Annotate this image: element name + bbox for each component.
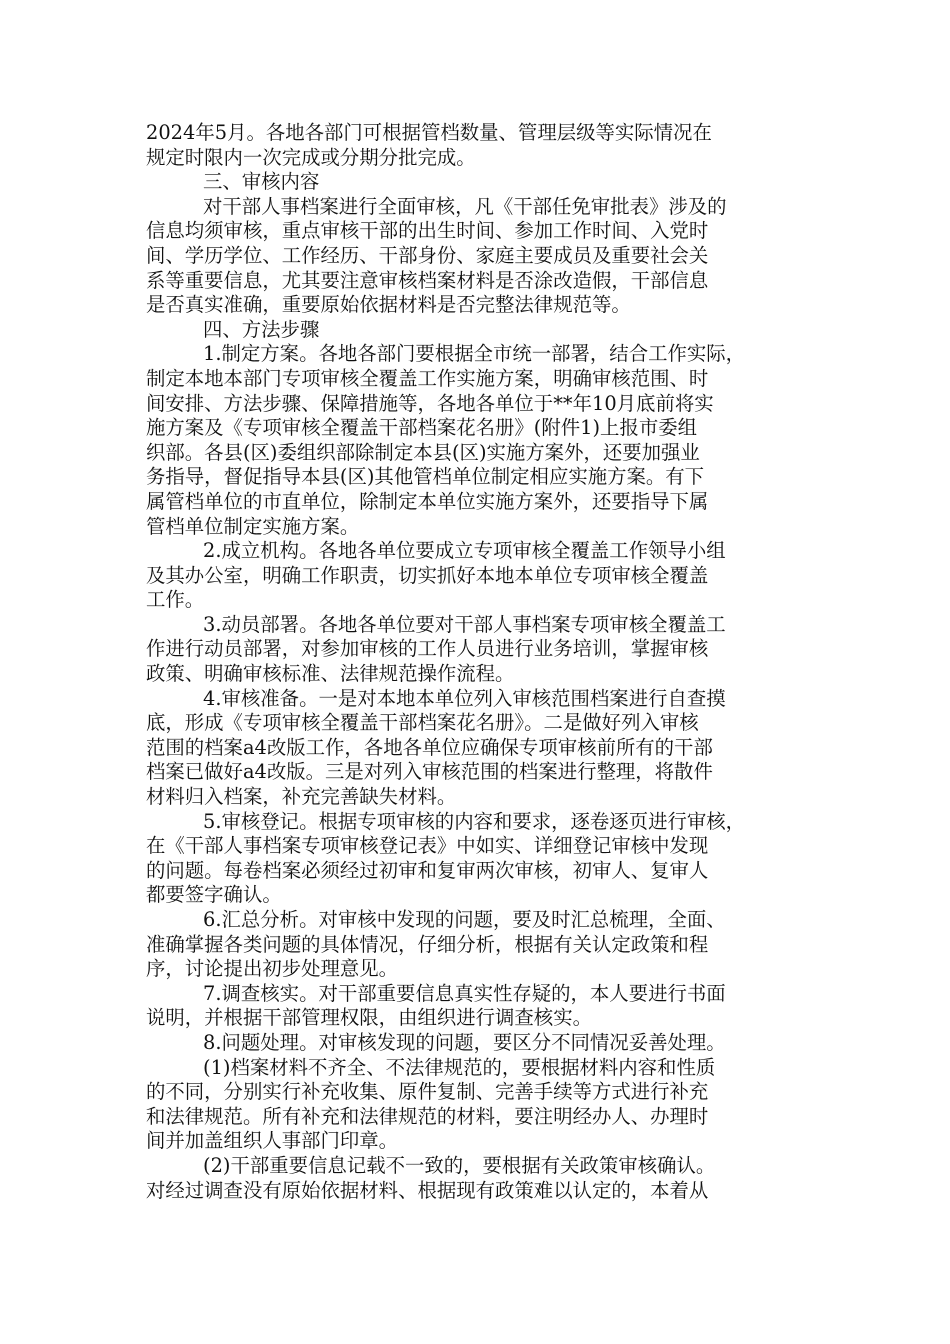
text-line: 施方案及《专项审核全覆盖干部档案花名册》(附件1)上报市委组 xyxy=(146,416,698,440)
text-line: (2)干部重要信息记载不一致的，要根据有关政策审核确认。 xyxy=(203,1153,716,1177)
text-line: 4.审核准备。一是对本地本单位列入审核范围档案进行自查摸 xyxy=(203,686,726,710)
text-line: 属管档单位的市直单位，除制定本单位实施方案外，还要指导下属 xyxy=(146,489,709,513)
text-line: 范围的档案a4改版工作，各地各单位应确保专项审核前所有的干部 xyxy=(146,735,713,759)
text-line: 间并加盖组织人事部门印章。 xyxy=(146,1129,399,1153)
text-line: 系等重要信息，尤其要注意审核档案材料是否涂改造假，干部信息 xyxy=(146,268,709,292)
text-line: 7.调查核实。对干部重要信息真实性存疑的，本人要进行书面 xyxy=(203,981,726,1005)
document-body xyxy=(146,121,816,1203)
text-line: 制定本地本部门专项审核全覆盖工作实施方案，明确审核范围、时 xyxy=(146,366,709,390)
text-line: 及其办公室，明确工作职责，切实抓好本地本单位专项审核全覆盖 xyxy=(146,563,709,587)
text-line: 底，形成《专项审核全覆盖干部档案花名册》。二是做好列入审核 xyxy=(146,711,699,735)
text-line: 档案已做好a4改版。三是对列入审核范围的档案进行整理，将散件 xyxy=(146,760,713,784)
text-line: 序，讨论提出初步处理意见。 xyxy=(146,957,399,981)
text-line: 和法律规范。所有补充和法律规范的材料，要注明经办人、办理时 xyxy=(146,1104,709,1128)
text-line: 规定时限内一次完成或分期分批完成。 xyxy=(146,145,476,169)
text-line: 5.审核登记。根据专项审核的内容和要求，逐卷逐页进行审核， xyxy=(203,809,746,833)
text-line: 对干部人事档案进行全面审核，凡《干部任免审批表》涉及的 xyxy=(203,194,727,218)
text-line: 材料归入档案，补充完善缺失材料。 xyxy=(146,785,457,809)
text-line: 工作。 xyxy=(146,588,205,612)
text-line: 管档单位制定实施方案。 xyxy=(146,514,360,538)
text-line: 间安排、方法步骤、保障措施等，各地各单位于**年10月底前将实 xyxy=(146,391,714,415)
text-line: 务指导，督促指导本县(区)其他管档单位制定相应实施方案。有下 xyxy=(146,465,705,489)
text-line: 都要签字确认。 xyxy=(146,883,282,907)
text-line: 是否真实准确，重要原始依据材料是否完整法律规范等。 xyxy=(146,293,631,317)
text-line: 政策、明确审核标准、法律规范操作流程。 xyxy=(146,662,515,686)
text-line: 对经过调查没有原始依据材料、根据现有政策难以认定的，本着从 xyxy=(146,1178,709,1202)
text-line: 间、学历学位、工作经历、干部身份、家庭主要成员及重要社会关 xyxy=(146,243,709,267)
text-line: (1)档案材料不齐全、不法律规范的，要根据材料内容和性质 xyxy=(203,1055,716,1079)
text-line: 信息均须审核，重点审核干部的出生时间、参加工作时间、入党时 xyxy=(146,219,709,243)
text-line: 6.汇总分析。对审核中发现的问题，要及时汇总梳理，全面、 xyxy=(203,908,726,931)
text-line: 四、方法步骤 xyxy=(203,317,320,341)
text-line: 2024年5月。各地各部门可根据管档数量、管理层级等实际情况在 xyxy=(146,121,712,144)
text-line: 的不同，分别实行补充收集、原件复制、完善手续等方式进行补充 xyxy=(146,1080,709,1104)
text-line: 8.问题处理。对审核发现的问题，要区分不同情况妥善处理。 xyxy=(203,1030,726,1054)
text-line: 三、审核内容 xyxy=(203,170,320,194)
text-line: 在《干部人事档案专项审核登记表》中如实、详细登记审核中发现 xyxy=(146,834,709,858)
text-line: 3.动员部署。各地各单位要对干部人事档案专项审核全覆盖工 xyxy=(203,612,726,636)
text-line: 的问题。每卷档案必须经过初审和复审两次审核，初审人、复审人 xyxy=(146,858,709,882)
text-line: 作进行动员部署，对参加审核的工作人员进行业务培训，掌握审核 xyxy=(146,637,709,661)
text-line: 1.制定方案。各地各部门要根据全市统一部署，结合工作实际， xyxy=(203,342,746,366)
text-line: 准确掌握各类问题的具体情况，仔细分析，根据有关认定政策和程 xyxy=(146,932,709,956)
text-line: 说明，并根据干部管理权限，由组织进行调查核实。 xyxy=(146,1006,592,1030)
text-line: 2.成立机构。各地各单位要成立专项审核全覆盖工作领导小组 xyxy=(203,539,726,563)
text-line: 织部。各县(区)委组织部除制定本县(区)实施方案外，还要加强业 xyxy=(146,440,700,464)
